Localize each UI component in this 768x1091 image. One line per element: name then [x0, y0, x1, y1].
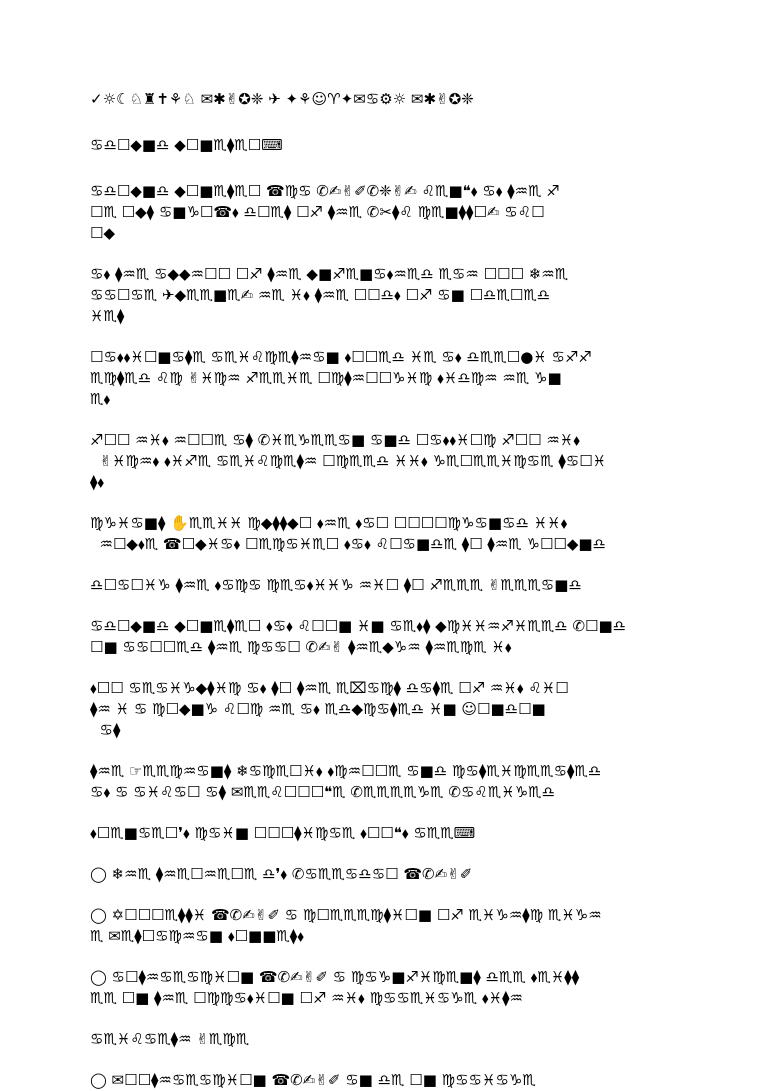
text-line: ✌♓♍♒⬧ ⬧♓♐♏ ♋♏♓♌♍♏⧫♒ ☐♍♏♏♎ ♓♓⬧ ♑♏☐♏♏♓♍♋♏ ⧫♋☐♓: [90, 452, 607, 470]
text-line: ☐♏ ☐◆⧫ ♋■♑☐☎⬧ ♎☐♏⧫ ☐♐ ⧫♒♏ ✆✂⧫♌ ♍♏■⧫⧫☐✍ ♋♌☐: [90, 203, 545, 221]
text-line: ☐♋⬧⬧♓☐■♋⧫♏ ♋♏♓♌♍♏⧫♒♋■ ⬧☐☐♏♎ ♓♏ ♋⬧ ♎♏♏☐●♓ ♋♐♐: [90, 348, 592, 366]
list-item: ◯ ✡☐☐☐♏⧫⧫♓ ☎✆✍✌✐ ♋ ♍☐♏♏♏♍⧫♓☐■ ☐♐ ♏♓♑♒⧫♍ ♏♓♑♒: [90, 906, 602, 924]
text-line: ⧫♒ ♓ ♋ ♍☐◆■♑ ♌☐♍ ♒♏ ♋⬧ ♏♎◆♍♋⧫♏♎ ♓■ ☺☐■♎☐■: [90, 700, 546, 718]
list-item: ◯ ❄♒♏ ⧫♒♏☐♒♏☐♏ ♎❜⬧ ✆♋♏♏♋♎♋☐ ☎✆✍✌✐: [90, 865, 473, 883]
text-line: ♋♎☐◆■♎ ◆☐■♏⧫♏☐ ☎♍♋ ✆✍✌✐✆❈✌✍ ♌♏■❝⬧ ♋⬧ ⧫♒♏ ♐: [90, 182, 560, 200]
document-body: [90, 89, 690, 1091]
document-subheading: ♋♎☐◆■♎ ◆☐■♏⧫♏☐⌨: [90, 136, 283, 154]
text-line: ⧫♒♏ ☞♏♏♍♒♋■⧫ ❄♋♍♏☐♓⬧ ⬧♍♒☐☐♏ ♋■♎ ♍♋⧫♏♓♍♏♏♋⧫♏♎: [90, 762, 602, 780]
list-item-continuation: ♋♏♓♌♋♏⧫♒ ✌♏♍♏: [90, 1030, 250, 1048]
text-line: ⧫⬧: [90, 473, 105, 491]
text-line: ♋⧫: [90, 721, 121, 739]
text-line: ☐◆: [90, 224, 115, 242]
text-line: ♒☐◆⬧♏ ☎☐◆♓♋⬧ ☐♏♍♋♓♏☐ ⬧♋⬧ ♌☐♋■♎♏ ⧫☐ ⧫♒♏ ♑☐☐◆■♎: [90, 535, 607, 553]
list-item: ◯ ✉☐☐⧫♒♋♏♋♍♓☐■ ☎✆✍✌✐ ♋■ ♎♏ ☐■ ♍♋♋♓♋♑♏: [90, 1071, 536, 1089]
text-line: ♏⬧: [90, 390, 111, 408]
text-line: ♋♋☐♋♏ ✈◆♏♏■♏✍ ♒♏ ♓⬧ ⧫♒♏ ☐☐♎⬧ ☐♐ ♋■ ☐♎♏☐♏♎: [90, 286, 551, 304]
list-heading: ⬧☐♏■♋♏☐❜⬧ ♍♋♓■ ☐☐☐⧫♓♍♋♏ ⬧☐☐❝⬧ ♋♏♏⌨: [90, 824, 476, 842]
document-title: ✓☼☾♘♜✝⚘♘ ✉✱✌✪❈ ✈ ✦⚘☺♈✦✉♋⚙☼ ✉✱✌✪❈: [90, 90, 474, 108]
text-line: ♋♎☐◆■♎ ◆☐■♏⧫♏☐ ⬧♋⬧ ♌☐☐■ ♓■ ♋♏⬧⧫ ◆♍♓♓♒♐♓♏♏♎ ✆☐■♎: [90, 617, 627, 635]
list-item-continuation: ♏ ✉♏⧫☐♋♍♒♋■ ⬧☐■■♏⧫⬧: [90, 927, 304, 945]
list-item: ◯ ♋☐⧫♒♋♏♋♍♓☐■ ☎✆✍✌✐ ♋ ♍♋♑■♐♓♍♏■⧫ ♎♏♏ ⬧♏♓⧫⧫: [90, 968, 580, 986]
text-line: ♋⬧ ♋ ♋♓♌♋☐ ♋⧫ ✉♏♏♌☐☐☐❝♏ ✆♏♏♏♏♑♏ ✆♋♌♏♓♑♏♎: [90, 783, 556, 801]
text-line: ☐■ ♋♋☐☐♏♎ ⧫♒♏ ♍♋♋☐ ✆✍✌ ⧫♒♏◆♑♒ ⧫♒♏♍♏ ♓⬧: [90, 638, 512, 656]
list-item-continuation: ♏♏ ☐■ ⧫♒♏ ☐♍♍♋⬧♓☐■ ☐♐ ♒♓⬧ ♍♋♋♏♓♋♑♏ ⬧♓⧫♒: [90, 989, 523, 1007]
text-line: ♓♏⧫: [90, 307, 125, 325]
text-line: ♐☐☐ ♒♓⬧ ♒☐☐♏ ♋⧫ ✆♓♏♑♏♏♋■ ♋■♎ ☐♋⬧⬧♓☐♍ ♐☐☐ ♒♓⬧: [90, 431, 580, 449]
text-line: ♋⬧ ⧫♒♏ ♋◆◆♒☐☐ ☐♐ ⧫♒♏ ◆■♐♏■♋⬧♒♏♎ ♏♋♒ ☐☐☐ ❄♒♏: [90, 265, 569, 283]
text-line: ⬧☐☐ ♋♏♋♓♑◆⧫♓♍ ♋⬧ ⧫☐ ⧫♒♏ ♏⌧♋♍⧫ ♎♋⧫♏ ☐♐ ♒♓⬧ ♌♓☐: [90, 679, 569, 697]
text-line: ♎☐♋☐♓♑ ⧫♒♏ ⬧♋♍♋ ♍♏♋⬧♓♓♑ ♒♓☐ ⧫☐ ♐♏♏♏ ✌♏♏♏♋■♎: [90, 576, 582, 594]
text-line: ♏♍⧫♏♎ ♌♍ ✌♓♍♒ ♐♏♏♓♏ ☐♍⧫♒☐☐♑♓♍ ⬧♓♎♍♒ ♒♏ ♑■: [90, 369, 562, 387]
text-line: ♍♑♓♋■⧫ ✋♏♏♓♓ ♍◆⧫⧫◆☐ ⬧♒♏ ⬧♋☐ ☐☐☐☐♍♑♋■♋♎ ♓♓⬧: [90, 514, 568, 532]
